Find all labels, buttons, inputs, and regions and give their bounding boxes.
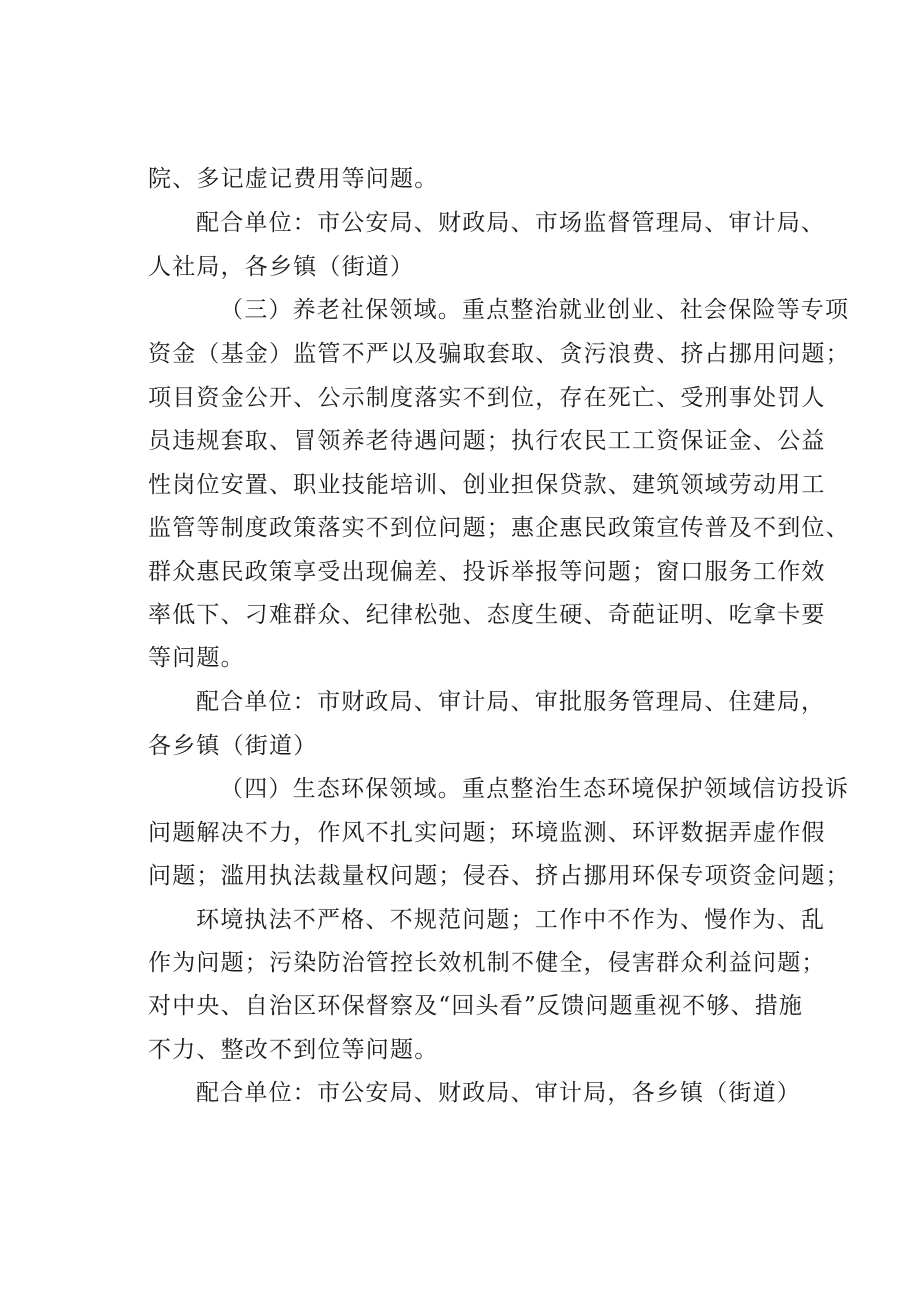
text-line: 环境执法不严格、不规范问题；工作中不作为、慢作为、乱 — [196, 907, 826, 933]
text-line: 配合单位：市公安局、财政局、审计局，各乡镇（街道） — [196, 1080, 801, 1106]
text-line: （四）生态环保领域。重点整治生态环境保护领域信访投诉 — [220, 776, 850, 802]
text-line: 员违规套取、冒领养老待遇问题；执行农民工工资保证金、公益 — [148, 428, 826, 454]
text-line: （三）养老社保领域。重点整治就业创业、社会保险等专项 — [220, 297, 850, 323]
text-line: 资金（基金）监管不严以及骗取套取、贪污浪费、挤占挪用问题； — [148, 341, 850, 367]
text-line: 等问题。 — [148, 645, 245, 671]
text-line: 群众惠民政策享受出现偏差、投诉举报等问题；窗口服务工作效 — [148, 559, 826, 585]
text-line: 性岗位安置、职业技能培训、创业担保贷款、建筑领域劳动用工 — [148, 472, 826, 498]
text-line: 人社局，各乡镇（街道） — [148, 254, 415, 280]
text-line: 率低下、刁难群众、纪律松弛、态度生硬、奇葩证明、吃拿卡要 — [148, 602, 826, 628]
text-line: 作为问题；污染防治管控长效机制不健全，侵害群众利益问题； — [148, 950, 826, 976]
text-line: 问题解决不力，作风不扎实问题；环境监测、环评数据弄虚作假 — [148, 820, 826, 846]
text-line: 院、多记虚记费用等问题。 — [148, 166, 439, 192]
text-line: 配合单位：市财政局、审计局、审批服务管理局、住建局， — [196, 689, 826, 715]
text-line: 对中央、自治区环保督察及“回头看”反馈问题重视不够、措施 — [148, 993, 804, 1019]
text-line: 各乡镇（街道） — [148, 733, 318, 759]
text-line: 项目资金公开、公示制度落实不到位，存在死亡、受刑事处罚人 — [148, 385, 826, 411]
text-line: 问题；滥用执法裁量权问题；侵吞、挤占挪用环保专项资金问题； — [148, 863, 850, 889]
text-line: 监管等制度政策落实不到位问题；惠企惠民政策宣传普及不到位、 — [148, 515, 850, 541]
text-line: 配合单位：市公安局、财政局、市场监督管理局、审计局、 — [196, 210, 826, 236]
text-line: 不力、整改不到位等问题。 — [148, 1037, 439, 1063]
